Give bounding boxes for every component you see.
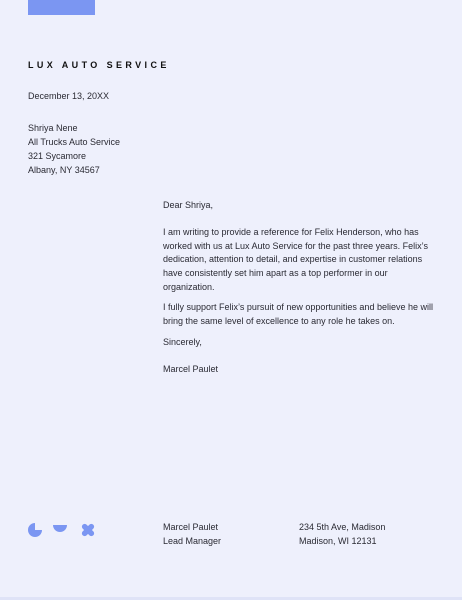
footer-sender [163,520,221,548]
footer-address-line1: 234 5th Ave, Madison [299,522,386,532]
footer-sender-name: Marcel Paulet [163,522,219,532]
recipient-city: Albany, NY 34567 [28,165,100,175]
footer-address [299,520,385,548]
paragraph-2: I fully support Felix’s pursuit of new opportunities and believe he will bring the same level of excellence to any role he takes on. [163,302,433,327]
letter-date: December 13, 20XX [28,91,110,101]
signature-name: Marcel Paulet [163,363,219,374]
accent-bar [28,0,95,15]
smile-shape-icon [53,525,67,532]
recipient-address [28,121,120,177]
recipient-name: Shriya Nene [28,123,78,133]
company-name: LUX AUTO SERVICE [28,60,170,70]
salutation: Dear Shriya, [163,200,214,210]
footer-sender-title: Lead Manager [163,536,222,546]
decorative-shapes [27,521,97,539]
footer-address-line2: Madison, WI 12131 [299,536,377,546]
letter-body [163,199,433,383]
closing: Sincerely, [163,336,202,347]
cross-shape-icon [77,521,97,539]
paragraph-1: I am writing to provide a reference for Felix Henderson, who has worked with us at Lux Auto Service for the past three years. Felix’s dedication, attention to detail, and expertise in customer relations have consistently set him apart as a top performer in our organization. [163,226,428,292]
recipient-company: All Trucks Auto Service [28,137,121,147]
pie-shape-icon [28,523,42,537]
recipient-street: 321 Sycamore [28,151,87,161]
